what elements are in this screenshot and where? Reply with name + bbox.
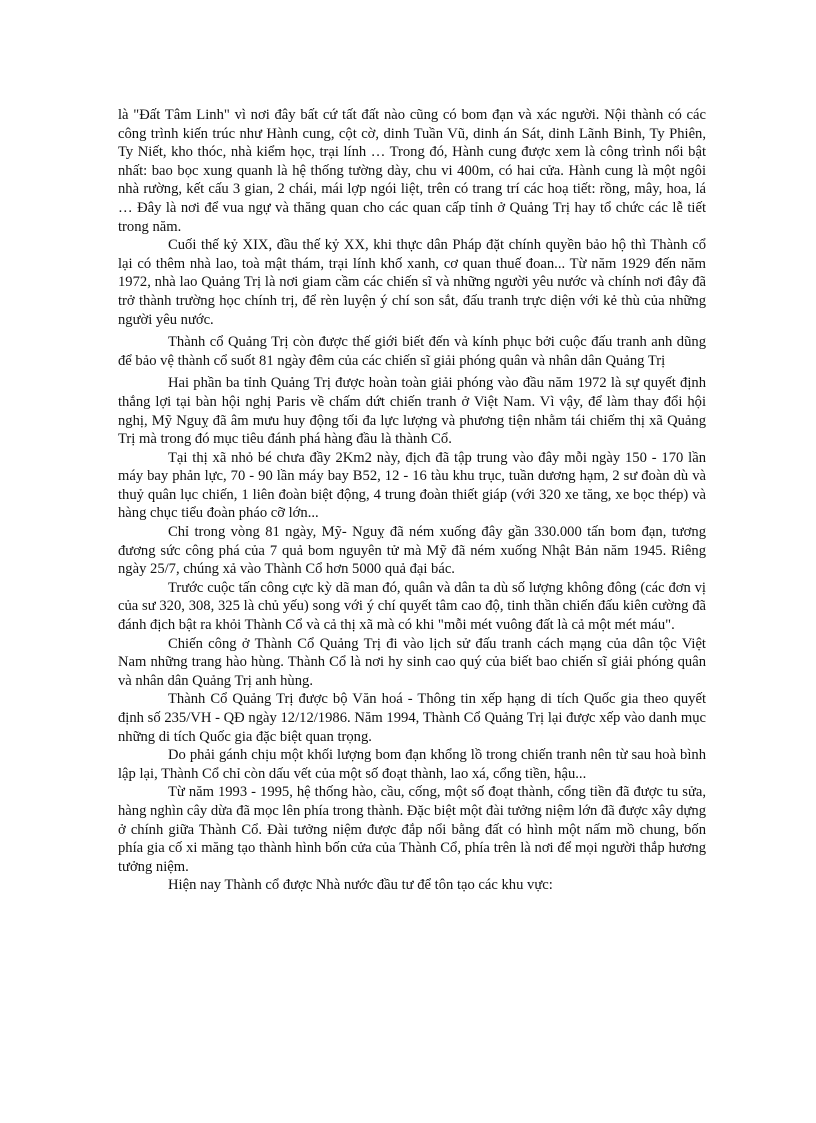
paragraph-dat-tam-linh: là "Đất Tâm Linh" vì nơi đây bất cứ tất đất nào cũng có bom đạn và xác người. Nội thành có các công trình kiến trúc như Hành cung, cột cờ, dinh Tuần Vũ, dinh án Sát, dinh Lãnh Binh, Ty Phiên, Ty Niết, kho thóc, nhà kiểm học, trại lính … Trong đó, Hành cung được xem là công trình nổi bật nhất: bao bọc xung quanh là hệ thống tường dày, chu vi 400m, có hai cửa. Hành cung là một ngôi nhà rường, kết cấu 3 gian, 2 chái, mái lợp ngói liệt, trên có trang trí các hoạ tiết: rồng, mây, hoa, lá … Đây là nơi để vua ngự và thăng quan cho các quan cấp tỉnh ở Quảng Trị hay tổ chức các lễ tiết trong năm. bbox=[118, 107, 706, 235]
paragraph-thanh-co-81-ngay: Thành cổ Quảng Trị còn được thế giới biết đến và kính phục bởi cuộc đấu tranh anh dũng để bảo vệ thành cổ suốt 81 ngày đêm của các chiến sĩ giải phóng quân và nhân dân Quảng Trị bbox=[118, 334, 706, 369]
paragraph-chien-cong: Chiến công ở Thành Cổ Quảng Trị đi vào lịch sử đấu tranh cách mạng của dân tộc Việt Nam những trang hào hùng. Thành Cổ là nơi hy sinh cao quý của biết bao chiến sĩ giải phóng quân và nhân dân Quảng Trị anh hùng. bbox=[118, 635, 706, 689]
paragraph-thi-xa-nho-be: Tại thị xã nhỏ bé chưa đầy 2Km2 này, địch đã tập trung vào đây mỗi ngày 150 - 170 lần máy bay phản lực, 70 - 90 lần máy bay B52, 12 - 16 tàu khu trục, tuần dương hạm, 2 sư đoàn dù và thuỷ quân lục chiến, 1 liên đoàn biệt động, 4 trung đoàn thiết giáp (với 320 xe tăng, xe bọc thép) và hàng chục tiểu đoàn pháo cỡ lớn... bbox=[118, 449, 706, 522]
paragraph-ganh-chiu-bom-dan: Do phải gánh chịu một khối lượng bom đạn khổng lồ trong chiến tranh nên từ sau hoà bình lập lại, Thành Cổ chỉ còn dấu vết của một số đoạt thành, lao xá, cổng tiền, hậu... bbox=[118, 747, 706, 782]
paragraph-cuoi-the-ky: Cuối thế kỷ XIX, đầu thế kỷ XX, khi thực dân Pháp đặt chính quyền bảo hộ thì Thành cổ lại có thêm nhà lao, toà mật thám, trại lính khố xanh, cơ quan thuế đoan... Từ năm 1929 đến năm 1972, nhà lao Quảng Trị là nơi giam cầm các chiến sĩ và những người yêu nước và chính nơi đây đã trở thành trường học chính trị, để rèn luyện ý chí son sắt, đấu tranh trực diện với kẻ thù của những người yêu nước. bbox=[118, 237, 706, 328]
paragraph-truoc-cuoc-tan-cong: Trước cuộc tấn công cực kỳ dã man đó, quân và dân ta dù số lượng không đông (các đơn vị của sư 320, 308, 325 là chủ yếu) song với ý chí quyết tâm cao độ, tinh thần chiến đấu kiên cường đã đánh địch bật ra khỏi Thành Cổ và cả thị xã mà có khi "mỗi mét vuông đất là cả một mét máu". bbox=[118, 579, 706, 634]
paragraph-tu-nam-1993: Từ năm 1993 - 1995, hệ thống hào, cầu, cống, một số đoạt thành, cổng tiền đã được tu sửa, hàng nghìn cây dừa đã mọc lên phía trong thành. Đặc biệt một đài tưởng niệm lớn đã được xây dựng ở chính giữa Thành Cổ. Đài tưởng niệm được đắp nổi bằng đất có hình một nấm mồ chung, bốn phía gia cố xi măng tạo thành hình bốn cửa của Thành Cổ, phía trên là nơi để mọi người thắp hương tưởng niệm. bbox=[118, 784, 706, 875]
paragraph-hien-nay: Hiện nay Thành cổ được Nhà nước đầu tư để tôn tạo các khu vực: bbox=[168, 877, 553, 894]
paragraph-81-ngay-bom-dan: Chỉ trong vòng 81 ngày, Mỹ- Nguỵ đã ném xuống đây gần 330.000 tấn bom đạn, tương đương sức công phá của 7 quả bom nguyên tử mà Mỹ đã ném xuống Nhật Bản năm 1945. Riêng ngày 25/7, chúng xả vào Thành Cổ hơn 5000 quả đại bác. bbox=[118, 524, 706, 578]
document-page bbox=[118, 106, 706, 895]
paragraph-hai-phan-ba: Hai phần ba tỉnh Quảng Trị được hoàn toàn giải phóng vào đầu năm 1972 là sự quyết định thắng lợi tại bàn hội nghị Paris về chấm dứt chiến tranh ở Việt Nam. Vì vậy, để làm thay đổi hội nghị, Mỹ Nguỵ đã âm mưu huy động tối đa lực lượng và phương tiện nhằm tái chiếm thị xã Quảng Trị mà trong đó mục tiêu đánh phá hàng đầu là thành Cổ. bbox=[118, 375, 706, 448]
paragraph-xep-hang-di-tich: Thành Cổ Quảng Trị được bộ Văn hoá - Thông tin xếp hạng di tích Quốc gia theo quyết định số 235/VH - QĐ ngày 12/12/1986. Năm 1994, Thành Cổ Quảng Trị lại được xếp vào danh mục những di tích Quốc gia đặc biệt quan trọng. bbox=[118, 691, 706, 745]
